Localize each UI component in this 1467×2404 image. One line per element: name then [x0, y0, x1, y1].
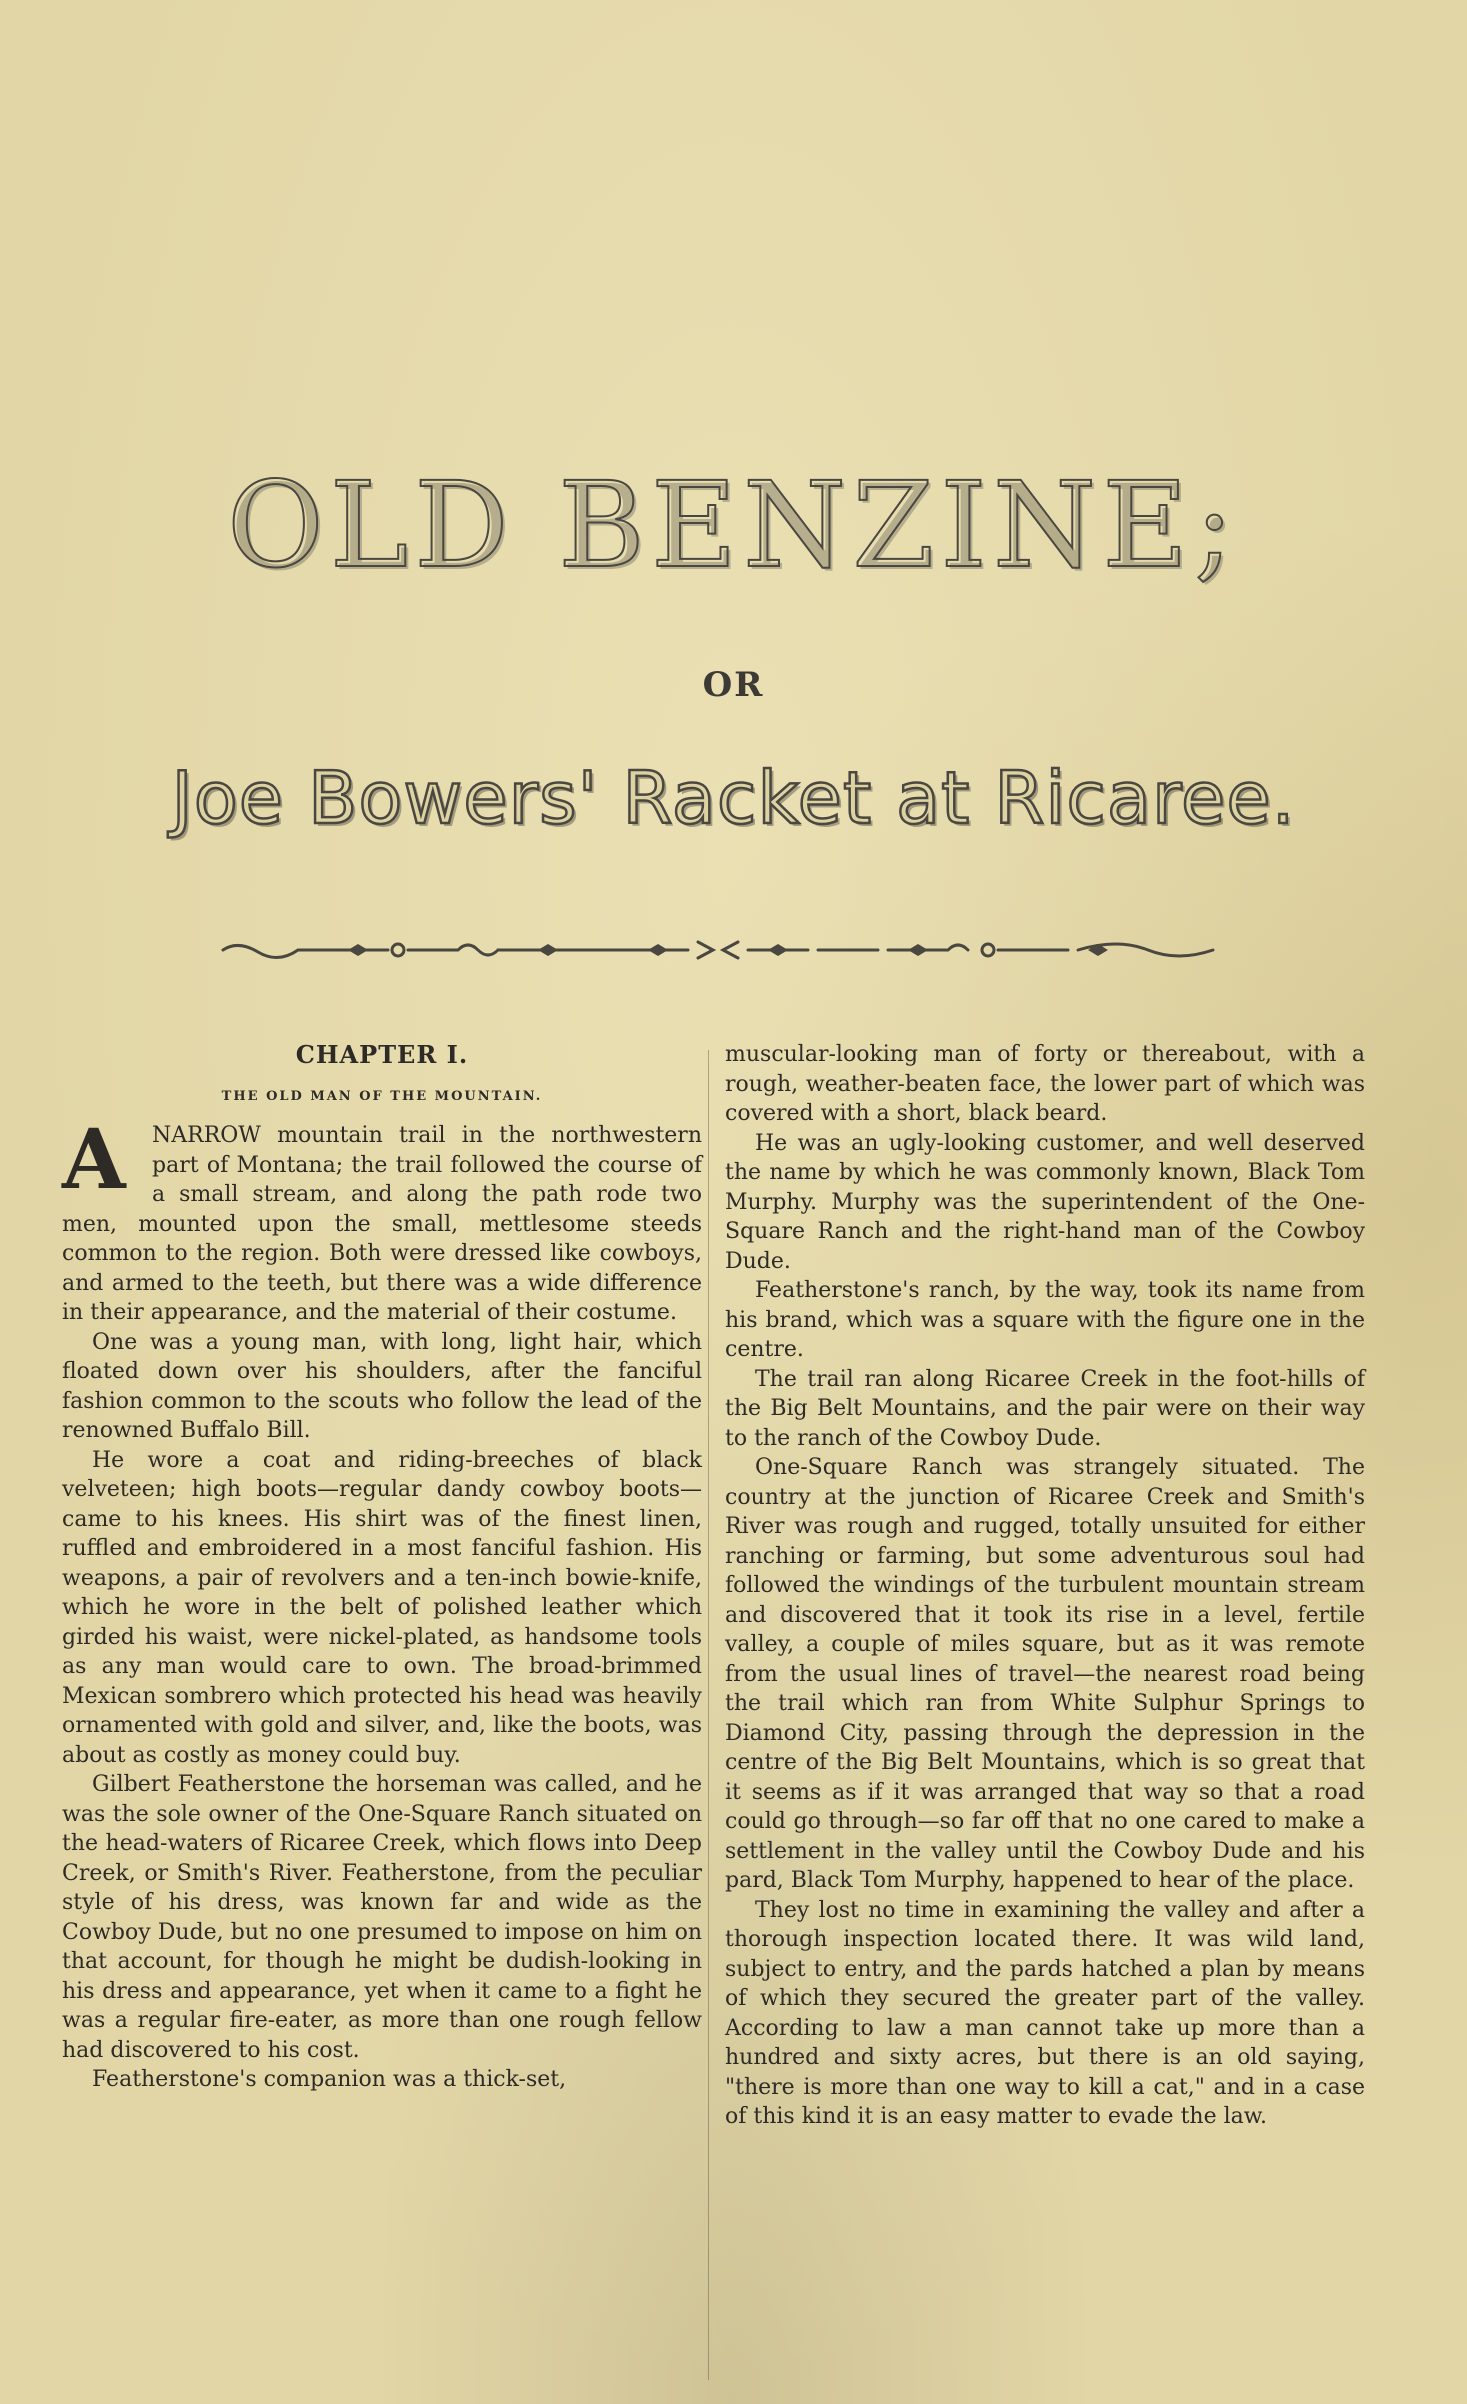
paragraph: The trail ran along Ricaree Creek in the foot-hills of the Big Belt Mountains, and the pair were on their way to the ranch of the Cowboy Dude. — [725, 1366, 1365, 1451]
paragraph: They lost no time in examining the valley and after a thorough inspection located there. It was wild land, subject to entry, and the pards hatched a plan by means of which they secured the greater part of the valley. According to law a man cannot take up more than a hundred and sixty acres, but there is an old saying, "there is more than one way to kill a cat," and in a case of this kind it is an easy matter to evade the law. — [725, 1897, 1365, 2129]
paragraph: Gilbert Featherstone the horseman was called, and he was the sole owner of the One-Square Ranch situated on the head-waters of Ricaree Creek, which flows into Deep Creek, or Smith's River. Featherstone, from the peculiar style of his dress, was known far and wide as the Cowboy Dude, but no one presumed to impose on him on that account, for though he might be dudish-looking in his dress and appearance, yet when it came to a fight he was a regular fire-eater, as more than one rough fellow had discovered to his cost. — [62, 1772, 702, 2063]
paragraph: Featherstone's ranch, by the way, took its name from his brand, which was a square with the figure one in the centre. — [725, 1278, 1365, 1362]
chapter-subheading: THE OLD MAN OF THE MOUNTAIN. — [221, 1088, 543, 1104]
drop-cap: A — [62, 1112, 126, 1208]
title-or: OR — [702, 665, 765, 705]
title-main: OLD BENZINE; — [226, 456, 1241, 594]
paragraph: A NARROW mountain trail in the northwestern part of Montana; the trail followed the course of a small stream, and along the path rode two men, mounted upon the small, mettlesome steeds common to the region. Both were dressed like cowboys, and armed to the teeth, but there was a wide difference in their appearance, and the material of their costume. — [62, 1112, 702, 1325]
left-column — [62, 1040, 702, 2095]
paragraph: One-Square Ranch was strangely situated. The country at the junction of Ricaree Creek and Smith's River was rough and rugged, totally unsuited for either ranching or farming, but some adventurous soul had followed the windings of the turbulent mountain stream and discovered that it took its rise in a level, fertile valley, a couple of miles square, but as it was remote from the usual lines of travel—the nearest road being the trail which ran from White Sulphur Springs to Diamond City, passing through the depression in the centre of the Big Belt Mountains, which is so great that it seems as if it was arranged that way so that a road could go through—so far off that no one cared to make a settlement in the valley until the Cowboy Dude and his pard, Black Tom Murphy, happened to hear of the place. — [725, 1455, 1365, 1893]
chapter-heading: CHAPTER I. — [295, 1040, 469, 1069]
paragraph: He wore a coat and riding-breeches of black velveteen; high boots—regular dandy cowboy boots—came to his knees. His shirt was of the finest linen, ruffled and embroidered in a most fanciful fashion. His weapons, a pair of revolvers and a ten-inch bowie-knife, which he wore in the belt of polished leather which girded his waist, were nickel-plated, as handsome tools as any man would care to own. The broad-brimmed Mexican sombrero which protected his head was heavily ornamented with gold and silver, and, like the boots, was about as costly as money could buy. — [62, 1447, 702, 1768]
ornament-divider — [218, 930, 1218, 970]
subtitle: Joe Bowers' Racket at Ricaree. — [171, 756, 1296, 840]
right-column — [725, 1040, 1365, 2132]
paragraph: He was an ugly-looking customer, and well deserved the name by which he was commonly known, Black Tom Murphy. Murphy was the superintendent of the One-Square Ranch and the right-hand man of the Cowboy Dude. — [725, 1130, 1365, 1274]
column-divider — [708, 1050, 709, 2380]
paragraph: Featherstone's companion was a thick-set, — [92, 2067, 567, 2092]
paragraph: muscular-looking man of forty or thereabout, with a rough, weather-beaten face, the lower part of which was covered with a short, black beard. — [725, 1042, 1365, 1126]
paragraph: One was a young man, with long, light hair, which floated down over his shoulders, after the fanciful fashion common to the scouts who follow the lead of the renowned Buffalo Bill. — [62, 1329, 702, 1443]
